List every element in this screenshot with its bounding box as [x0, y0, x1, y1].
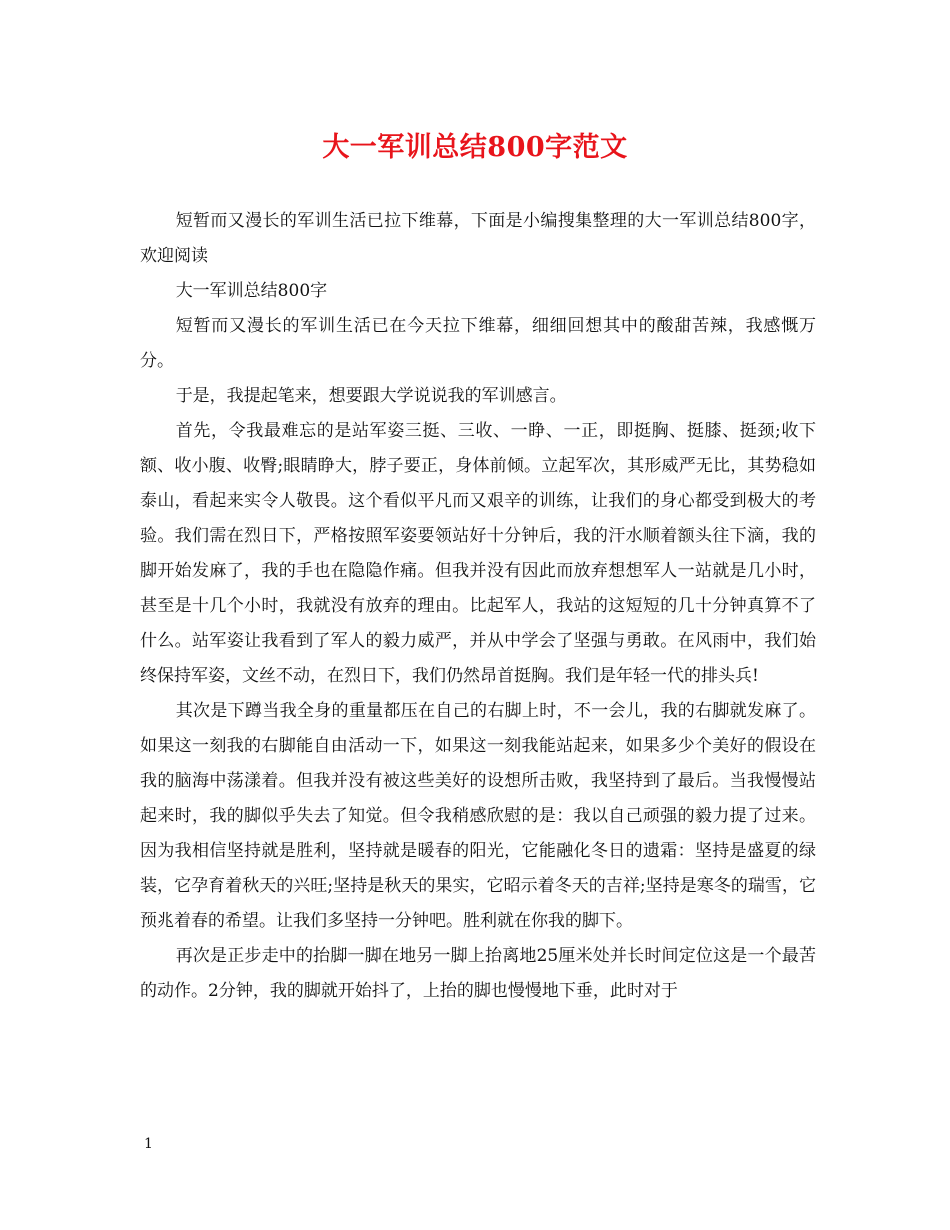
document-title: 大一军训总结800字范文: [322, 132, 628, 163]
paragraph: 其次是下蹲当我全身的重量都压在自己的右脚上时，不一会儿，我的右脚就发麻了。如果这一刻我的右脚能自由活动一下，如果这一刻我能站起来，如果多少个美好的假设在我的脑海中荡漾着。但我并没有被这些美好的设想所击败，我坚持到了最后。当我慢慢站起来时，我的脚似乎失去了知觉。但令我稍感欣慰的是：我以自己顽强的毅力提了过来。因为我相信坚持就是胜利，坚持就是暖春的阳光，它能融化冬日的遗霜：坚持是盛夏的绿装，它孕育着秋天的兴旺;坚持是秋天的果实，它昭示着冬天的吉祥;坚持是寒冬的瑞雪，它预兆着春的希望。让我们多坚持一分钟吧。胜利就在你我的脚下。: [140, 701, 816, 931]
paragraph: 大一军训总结800字: [175, 281, 328, 301]
paragraph: 短暂而又漫长的军训生活已拉下维幕，下面是小编搜集整理的大一军训总结800字，欢迎阅读: [140, 211, 816, 266]
document-body: [140, 204, 816, 1009]
paragraph: 于是，我提起笔来，想要跟大学说说我的军训感言。: [175, 386, 567, 406]
page-number: 1: [144, 1136, 153, 1152]
paragraph: 短暂而又漫长的军训生活已在今天拉下维幕，细细回想其中的酸甜苦辣，我感慨万分。: [140, 316, 816, 371]
paragraph: 再次是正步走中的抬脚一脚在地另一脚上抬离地25厘米处并长时间定位这是一个最苦的动作。2分钟，我的脚就开始抖了，上抬的脚也慢慢地下垂，此时对于: [140, 946, 816, 1001]
paragraph: 首先，令我最难忘的是站军姿三挺、三收、一睁、一正，即挺胸、挺膝、挺颈;收下额、收小腹、收臀;眼睛睁大，脖子要正，身体前倾。立起军次，其形威严无比，其势稳如泰山，看起来实令人敬畏。这个看似平凡而又艰辛的训练，让我们的身心都受到极大的考验。我们需在烈日下，严格按照军姿要领站好十分钟后，我的汗水顺着额头往下滴，我的脚开始发麻了，我的手也在隐隐作痛。但我并没有因此而放弃想想军人一站就是几小时，甚至是十几个小时，我就没有放弃的理由。比起军人，我站的这短短的几十分钟真算不了什么。站军姿让我看到了军人的毅力威严，并从中学会了坚强与勇敢。在风雨中，我们始终保持军姿，文丝不动，在烈日下，我们仍然昂首挺胸。我们是年轻一代的排头兵!: [140, 421, 816, 686]
